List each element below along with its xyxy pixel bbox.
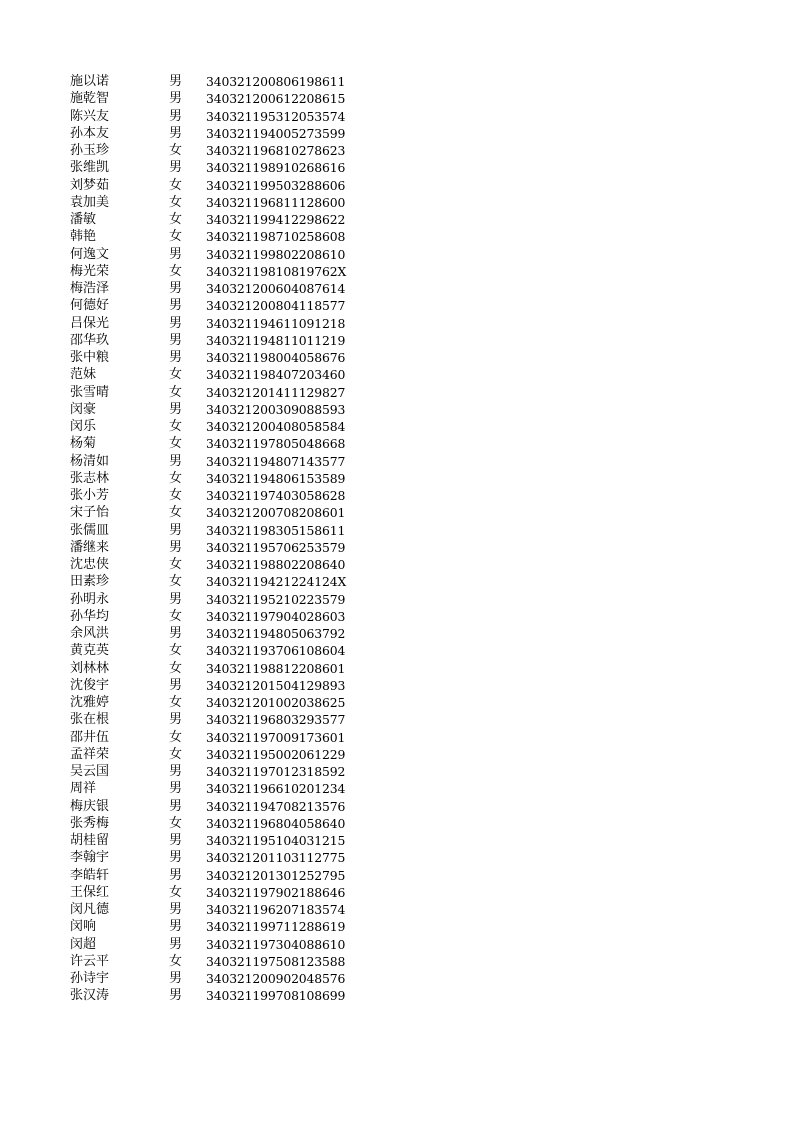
person-gender: 男 <box>169 522 183 538</box>
person-id-number: 34032119810819762X <box>206 263 347 279</box>
person-name: 张维凯 <box>70 160 110 176</box>
person-gender: 男 <box>169 298 183 314</box>
person-name: 闵超 <box>70 936 97 952</box>
person-gender: 男 <box>169 833 183 848</box>
person-name: 梅光荣 <box>70 263 110 279</box>
person-id-number: 340321194708213576 <box>206 798 346 814</box>
person-id-number: 340321196610201234 <box>206 781 346 797</box>
person-id-number: 340321200604087614 <box>206 281 346 296</box>
person-gender: 女 <box>169 263 183 279</box>
person-gender: 男 <box>169 936 183 952</box>
person-name: 张志林 <box>70 470 110 486</box>
person-id-number: 340321200804118577 <box>206 298 346 314</box>
list-item <box>70 573 370 590</box>
list-item <box>70 297 370 314</box>
person-gender: 男 <box>169 677 183 693</box>
person-gender: 女 <box>169 884 183 900</box>
person-gender: 女 <box>169 367 183 383</box>
person-gender: 男 <box>169 971 183 986</box>
person-name: 田素珍 <box>70 574 110 590</box>
person-gender: 女 <box>169 419 183 434</box>
person-id-number: 340321198802208640 <box>206 557 346 572</box>
person-id-number: 340321197403058628 <box>206 488 346 503</box>
person-name: 孙明永 <box>70 591 110 607</box>
person-name: 闵响 <box>70 919 97 935</box>
list-item <box>70 194 370 211</box>
person-id-number: 340321199708108699 <box>206 988 346 1004</box>
person-id-number: 340321201103112775 <box>206 850 346 866</box>
person-gender: 女 <box>169 470 183 486</box>
person-gender: 女 <box>169 557 183 572</box>
person-id-number: 340321197304088610 <box>206 936 346 952</box>
list-item <box>70 987 370 1004</box>
person-id-number: 340321195706253579 <box>206 539 346 555</box>
list-item <box>70 625 370 642</box>
person-id-number: 340321201002038625 <box>206 695 346 710</box>
list-item <box>70 953 370 970</box>
person-gender: 男 <box>169 125 183 141</box>
person-id-number: 340321196804058640 <box>206 815 346 831</box>
person-gender: 男 <box>169 453 183 469</box>
person-gender: 女 <box>169 488 183 503</box>
person-name: 李翰宇 <box>70 850 110 866</box>
person-id-number: 340321197904028603 <box>206 608 346 624</box>
list-item <box>70 780 370 797</box>
person-gender: 男 <box>169 988 183 1004</box>
person-gender: 女 <box>169 729 183 745</box>
person-id-number: 340321194811011219 <box>206 332 346 348</box>
list-item <box>70 453 370 470</box>
person-gender: 女 <box>169 436 183 452</box>
list-item <box>70 711 370 728</box>
person-gender: 男 <box>169 781 183 797</box>
person-gender: 女 <box>169 143 183 158</box>
person-name: 施以诺 <box>70 74 110 89</box>
person-id-number: 340321200806198611 <box>206 74 346 89</box>
list-item <box>70 660 370 677</box>
person-id-number: 340321196207183574 <box>206 902 346 917</box>
person-gender: 男 <box>169 867 183 883</box>
person-name: 沈雅婷 <box>70 695 110 710</box>
list-item <box>70 211 370 228</box>
person-name: 孙华均 <box>70 608 110 624</box>
list-item <box>70 746 370 763</box>
list-item <box>70 936 370 953</box>
list-item <box>70 470 370 487</box>
person-gender: 女 <box>169 384 183 400</box>
person-name: 范妹 <box>70 367 97 383</box>
person-name: 张中粮 <box>70 350 110 365</box>
person-id-number: 340321198305158611 <box>206 522 346 538</box>
person-name: 邵华玖 <box>70 332 110 348</box>
list-item <box>70 901 370 918</box>
roster-list <box>70 73 370 1005</box>
list-item <box>70 418 370 435</box>
person-id-number: 340321200708208601 <box>206 505 346 521</box>
person-id-number: 340321195210223579 <box>206 591 346 607</box>
person-gender: 女 <box>169 194 183 210</box>
person-id-number: 340321200408058584 <box>206 419 346 434</box>
list-item <box>70 694 370 711</box>
person-id-number: 340321197805048668 <box>206 436 346 452</box>
person-gender: 女 <box>169 608 183 624</box>
list-item <box>70 884 370 901</box>
person-id-number: 340321201504129893 <box>206 677 346 693</box>
person-name: 张小芳 <box>70 488 110 503</box>
person-name: 杨清如 <box>70 453 110 469</box>
list-item <box>70 729 370 746</box>
person-name: 宋子怡 <box>70 505 110 521</box>
person-name: 张在根 <box>70 712 110 728</box>
person-name: 许云平 <box>70 953 110 969</box>
person-name: 邵井伍 <box>70 729 110 745</box>
person-id-number: 34032119421224124X <box>206 574 347 590</box>
person-gender: 男 <box>169 315 183 331</box>
person-name: 陈兴友 <box>70 108 110 124</box>
list-item <box>70 280 370 297</box>
person-gender: 男 <box>169 246 183 262</box>
person-name: 杨菊 <box>70 436 97 452</box>
person-id-number: 340321198710258608 <box>206 229 346 245</box>
list-item <box>70 263 370 280</box>
person-id-number: 340321195312053574 <box>206 108 346 124</box>
list-item <box>70 246 370 263</box>
person-name: 张汉涛 <box>70 988 110 1004</box>
person-id-number: 340321197508123588 <box>206 953 346 969</box>
list-item <box>70 177 370 194</box>
person-gender: 女 <box>169 660 183 676</box>
list-item <box>70 108 370 125</box>
person-gender: 女 <box>169 953 183 969</box>
person-gender: 男 <box>169 764 183 779</box>
person-id-number: 340321200902048576 <box>206 971 346 986</box>
list-item <box>70 159 370 176</box>
person-gender: 男 <box>169 74 183 89</box>
person-name: 闵豪 <box>70 401 97 417</box>
person-id-number: 340321195104031215 <box>206 833 346 848</box>
list-item <box>70 763 370 780</box>
person-id-number: 340321196811128600 <box>206 194 346 210</box>
person-id-number: 340321194611091218 <box>206 315 346 331</box>
person-gender: 男 <box>169 91 183 107</box>
person-gender: 女 <box>169 574 183 590</box>
person-gender: 男 <box>169 712 183 728</box>
person-name: 孙诗宇 <box>70 971 110 986</box>
person-name: 孙本友 <box>70 125 110 141</box>
person-name: 潘敏 <box>70 212 97 227</box>
list-item <box>70 401 370 418</box>
person-gender: 男 <box>169 919 183 935</box>
list-item <box>70 591 370 608</box>
person-gender: 男 <box>169 850 183 866</box>
person-name: 何逸文 <box>70 246 110 262</box>
list-item <box>70 349 370 366</box>
list-item <box>70 332 370 349</box>
person-name: 闵凡德 <box>70 902 110 917</box>
person-name: 吴云国 <box>70 764 110 779</box>
list-item <box>70 228 370 245</box>
list-item <box>70 832 370 849</box>
person-id-number: 340321198004058676 <box>206 350 346 365</box>
person-id-number: 340321198407203460 <box>206 367 346 383</box>
person-id-number: 340321198812208601 <box>206 660 346 676</box>
person-id-number: 340321197902188646 <box>206 884 346 900</box>
person-gender: 男 <box>169 281 183 296</box>
person-gender: 女 <box>169 695 183 710</box>
person-name: 闵乐 <box>70 419 97 434</box>
person-name: 吕保光 <box>70 315 110 331</box>
list-item <box>70 125 370 142</box>
person-name: 王保红 <box>70 884 110 900</box>
person-id-number: 340321201301252795 <box>206 867 346 883</box>
person-id-number: 340321197009173601 <box>206 729 346 745</box>
person-name: 袁加美 <box>70 194 110 210</box>
person-gender: 男 <box>169 902 183 917</box>
person-name: 施乾智 <box>70 91 110 107</box>
person-gender: 男 <box>169 591 183 607</box>
list-item <box>70 970 370 987</box>
list-item <box>70 642 370 659</box>
person-id-number: 340321201411129827 <box>206 384 346 400</box>
person-name: 黄克英 <box>70 643 110 659</box>
person-id-number: 340321198910268616 <box>206 160 346 176</box>
person-gender: 男 <box>169 798 183 814</box>
person-gender: 女 <box>169 229 183 245</box>
person-id-number: 340321200309088593 <box>206 401 346 417</box>
person-id-number: 340321197012318592 <box>206 764 346 779</box>
person-id-number: 340321196810278623 <box>206 143 346 158</box>
person-name: 周祥 <box>70 781 97 797</box>
person-name: 沈俊宇 <box>70 677 110 693</box>
person-name: 孙玉珍 <box>70 143 110 158</box>
person-name: 李皓轩 <box>70 867 110 883</box>
list-item <box>70 73 370 90</box>
person-id-number: 340321199503288606 <box>206 177 346 193</box>
person-gender: 女 <box>169 505 183 521</box>
person-id-number: 340321199711288619 <box>206 919 346 935</box>
person-gender: 男 <box>169 108 183 124</box>
list-item <box>70 539 370 556</box>
list-item <box>70 849 370 866</box>
person-id-number: 340321199412298622 <box>206 212 346 227</box>
list-item <box>70 90 370 107</box>
person-id-number: 340321193706108604 <box>206 643 346 659</box>
person-gender: 女 <box>169 815 183 831</box>
person-name: 何德好 <box>70 298 110 314</box>
person-name: 沈忠侠 <box>70 557 110 572</box>
list-item <box>70 608 370 625</box>
list-item <box>70 366 370 383</box>
person-name: 余风洪 <box>70 626 110 641</box>
list-item <box>70 315 370 332</box>
person-gender: 男 <box>169 626 183 641</box>
person-gender: 男 <box>169 350 183 365</box>
person-name: 张秀梅 <box>70 815 110 831</box>
person-name: 韩艳 <box>70 229 97 245</box>
person-gender: 女 <box>169 177 183 193</box>
person-id-number: 340321199802208610 <box>206 246 346 262</box>
person-name: 孟祥荣 <box>70 746 110 762</box>
person-gender: 男 <box>169 539 183 555</box>
list-item <box>70 504 370 521</box>
person-gender: 女 <box>169 746 183 762</box>
person-name: 梅浩泽 <box>70 281 110 296</box>
person-name: 张儒皿 <box>70 522 110 538</box>
person-gender: 女 <box>169 212 183 227</box>
list-item <box>70 522 370 539</box>
list-item <box>70 556 370 573</box>
person-id-number: 340321194806153589 <box>206 470 346 486</box>
person-name: 张雪晴 <box>70 384 110 400</box>
person-name: 梅庆银 <box>70 798 110 814</box>
person-name: 刘林林 <box>70 660 110 676</box>
person-id-number: 340321196803293577 <box>206 712 346 728</box>
person-gender: 女 <box>169 643 183 659</box>
person-name: 潘继来 <box>70 539 110 555</box>
person-id-number: 340321194807143577 <box>206 453 346 469</box>
person-gender: 男 <box>169 332 183 348</box>
list-item <box>70 677 370 694</box>
list-item <box>70 384 370 401</box>
list-item <box>70 487 370 504</box>
list-item <box>70 918 370 935</box>
list-item <box>70 815 370 832</box>
list-item <box>70 867 370 884</box>
list-item <box>70 435 370 452</box>
person-gender: 男 <box>169 401 183 417</box>
person-id-number: 340321200612208615 <box>206 91 346 107</box>
person-id-number: 340321194805063792 <box>206 626 346 641</box>
person-id-number: 340321194005273599 <box>206 125 346 141</box>
list-item <box>70 798 370 815</box>
list-item <box>70 142 370 159</box>
person-gender: 男 <box>169 160 183 176</box>
person-id-number: 340321195002061229 <box>206 746 346 762</box>
person-name: 刘梦茹 <box>70 177 110 193</box>
person-name: 胡桂留 <box>70 833 110 848</box>
